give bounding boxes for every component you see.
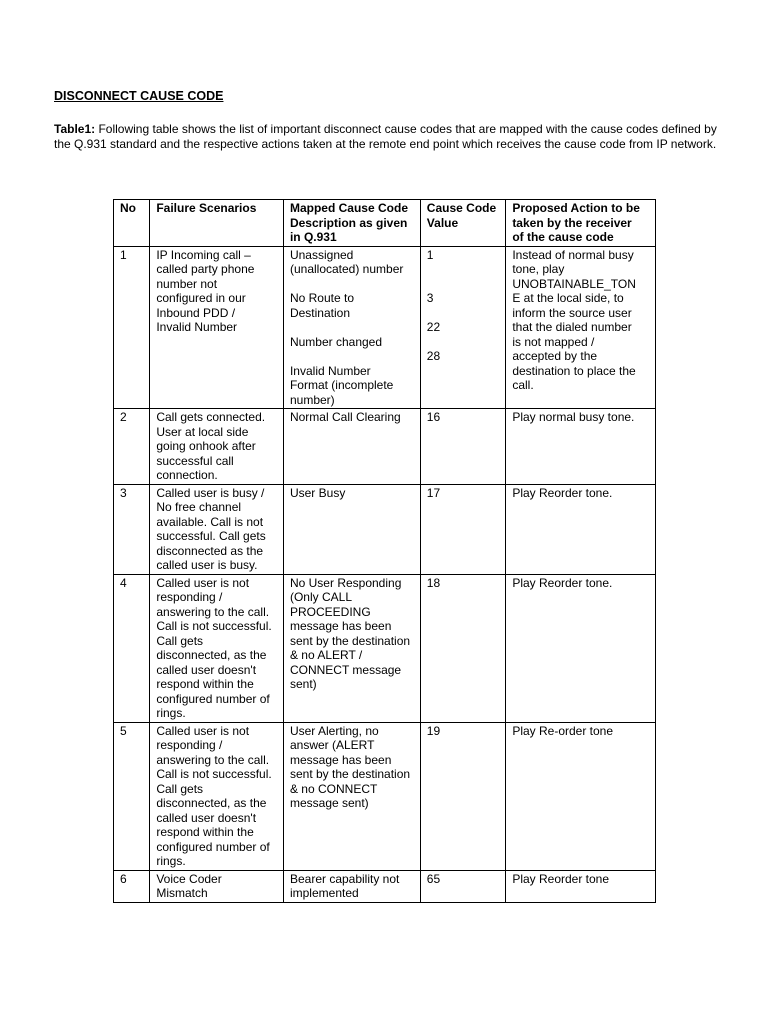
cell-value: 16 xyxy=(420,409,506,485)
cell-no: 5 xyxy=(114,722,150,870)
table-row xyxy=(114,574,656,722)
cell-value: 18 xyxy=(420,574,506,722)
cell-description: Normal Call Clearing xyxy=(283,409,420,485)
cell-value: 65 xyxy=(420,870,506,902)
table-row xyxy=(114,722,656,870)
table-row xyxy=(114,246,656,409)
table-row xyxy=(114,484,656,574)
cell-description: Bearer capability not implemented xyxy=(283,870,420,902)
cell-description: User Busy xyxy=(283,484,420,574)
cell-action: Play Re-order tone xyxy=(506,722,656,870)
cell-failure: IP Incoming call – called party phone number not configured in our Inbound PDD / Invalid Number xyxy=(150,246,284,409)
cell-failure: Voice Coder Mismatch xyxy=(150,870,284,902)
cell-no: 1 xyxy=(114,246,150,409)
cell-action: Play Reorder tone. xyxy=(506,574,656,722)
header-proposed-action: Proposed Action to be taken by the receiver of the cause code xyxy=(506,200,656,247)
cell-action: Play normal busy tone. xyxy=(506,409,656,485)
cell-no: 6 xyxy=(114,870,150,902)
cell-value: 1 3 22 28 xyxy=(420,246,506,409)
table-row xyxy=(114,870,656,902)
cell-no: 3 xyxy=(114,484,150,574)
intro-text: Following table shows the list of important disconnect cause codes that are mapped with the cause codes defined by the Q.931 standard and the respective actions taken at the remote end point which receives the cause code from IP network. xyxy=(54,122,717,151)
intro-lead: Table1: xyxy=(54,122,96,136)
header-cause-description: Mapped Cause Code Description as given in Q.931 xyxy=(283,200,420,247)
cell-no: 2 xyxy=(114,409,150,485)
table-header-row xyxy=(114,200,656,247)
cell-action: Instead of normal busy tone, play UNOBTAINABLE_TON E at the local side, to inform the source user that the dialed number is not mapped / accepted by the destination to place the call. xyxy=(506,246,656,409)
cell-action: Play Reorder tone xyxy=(506,870,656,902)
document-heading: DISCONNECT CAUSE CODE xyxy=(54,89,224,103)
header-no: No xyxy=(114,200,150,247)
cell-value: 17 xyxy=(420,484,506,574)
cell-value: 19 xyxy=(420,722,506,870)
table-row xyxy=(114,409,656,485)
cell-failure: Call gets connected. User at local side going onhook after successful call connection. xyxy=(150,409,284,485)
cell-no: 4 xyxy=(114,574,150,722)
header-failure-scenarios: Failure Scenarios xyxy=(150,200,284,247)
cause-code-table xyxy=(113,199,656,903)
cell-action: Play Reorder tone. xyxy=(506,484,656,574)
cell-failure: Called user is busy / No free channel available. Call is not successful. Call gets disconnected as the called user is busy. xyxy=(150,484,284,574)
cell-description: Unassigned (unallocated) number No Route to Destination Number changed Invalid Number Format (incomplete number) xyxy=(283,246,420,409)
cell-failure: Called user is not responding / answering to the call. Call is not successful. Call gets disconnected, as the called user doesn't respond within the configured number of rings. xyxy=(150,722,284,870)
intro-paragraph xyxy=(54,122,718,151)
header-cause-value: Cause Code Value xyxy=(420,200,506,247)
cell-description: No User Responding (Only CALL PROCEEDING message has been sent by the destination & no ALERT / CONNECT message sent) xyxy=(283,574,420,722)
cell-description: User Alerting, no answer (ALERT message has been sent by the destination & no CONNECT message sent) xyxy=(283,722,420,870)
cell-failure: Called user is not responding / answering to the call. Call is not successful. Call gets disconnected, as the called user doesn't respond within the configured number of rings. xyxy=(150,574,284,722)
